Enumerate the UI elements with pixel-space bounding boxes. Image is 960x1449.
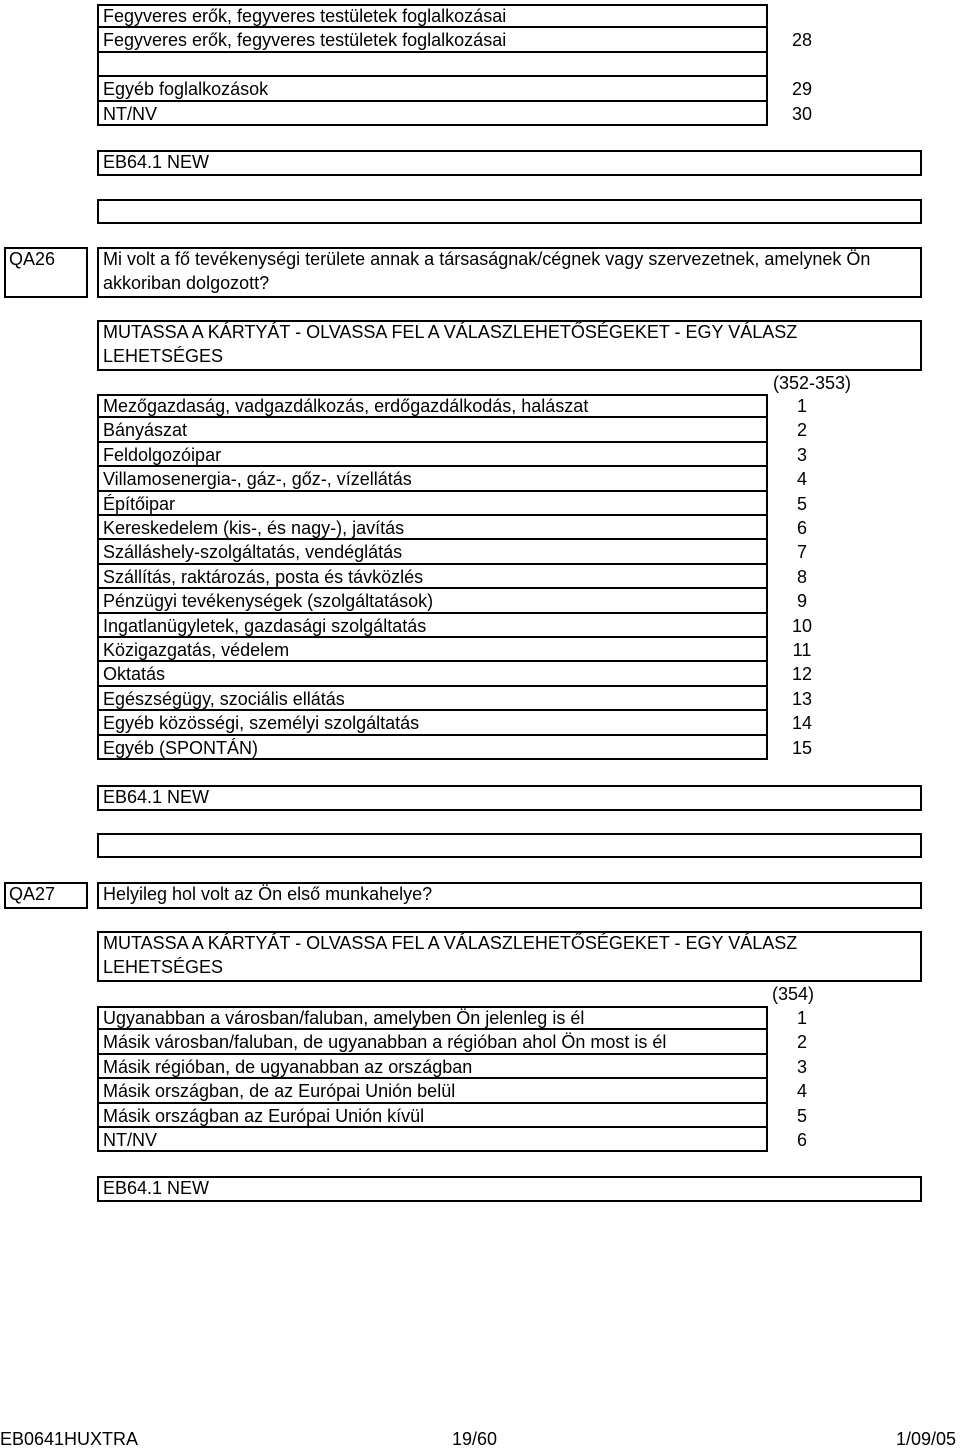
- option-label: Közigazgatás, védelem: [103, 640, 290, 660]
- question-id: QA26: [9, 249, 56, 269]
- option-code: 15: [791, 737, 813, 758]
- footer-page-number: 19/60: [452, 1429, 498, 1449]
- option-label: Ingatlanügyletek, gazdasági szolgáltatás: [103, 615, 427, 636]
- option-label: Feldolgozóipar: [103, 444, 222, 465]
- option-label: Építőipar: [103, 493, 176, 514]
- option-code: 13: [791, 688, 813, 709]
- option-code: 2: [796, 1032, 807, 1053]
- option-label: Fegyveres erők, fegyveres testületek foglalkozásai: [103, 30, 507, 51]
- option-code: 6: [796, 1130, 807, 1150]
- option-row: [97, 418, 768, 442]
- option-label: NT/NV: [103, 1130, 157, 1150]
- column-reference: (352-353): [772, 373, 852, 393]
- option-code: 7: [796, 542, 807, 563]
- option-code: 1: [796, 1008, 807, 1028]
- option-label: Egyéb közösségi, személyi szolgáltatás: [103, 713, 420, 734]
- option-label: Egészségügy, szociális ellátás: [103, 688, 345, 709]
- column-reference: (354): [771, 984, 815, 1004]
- option-code: 10: [791, 615, 813, 636]
- reference-label: EB64.1 NEW: [103, 1178, 210, 1198]
- option-code: 12: [791, 664, 813, 685]
- option-code: 2: [796, 420, 807, 441]
- option-label: Villamosenergia-, gáz-, gőz-, vízellátás: [103, 469, 412, 490]
- option-code: 14: [791, 713, 813, 734]
- empty-box: [97, 833, 922, 858]
- option-code: 11: [792, 640, 812, 660]
- top-row-5: [97, 102, 768, 126]
- option-label: Másik országban, de az Európai Unión belül: [103, 1081, 456, 1102]
- option-label: Bányászat: [103, 420, 188, 441]
- question-text: Mi volt a fő tevékenységi területe annak a társaságnak/cégnek vagy szervezetnek, amelynek Ön akkoriban dolgozott?: [103, 249, 871, 294]
- option-code: 4: [796, 469, 807, 490]
- option-label: Fegyveres erők, fegyveres testületek foglalkozásai: [103, 6, 507, 26]
- instruction-text: MUTASSA A KÁRTYÁT - OLVASSA FEL A VÁLASZLEHETŐSÉGEKET - EGY VÁLASZ LEHETSÉGES: [103, 933, 798, 978]
- option-code: 9: [796, 591, 807, 612]
- option-code: 6: [796, 518, 807, 538]
- top-row-3: [97, 53, 768, 77]
- footer-date: 1/09/05: [895, 1429, 956, 1449]
- option-code: 3: [796, 444, 807, 465]
- option-row: [97, 492, 768, 516]
- option-code: 29: [791, 79, 813, 100]
- option-label: Egyéb foglalkozások: [103, 79, 269, 100]
- option-label: Másik országban az Európai Unión kívül: [103, 1105, 425, 1126]
- option-label: Másik városban/faluban, de ugyanabban a régióban ahol Ön most is él: [103, 1032, 667, 1053]
- reference-label: EB64.1 NEW: [103, 787, 210, 807]
- option-label: Ugyanabban a városban/faluban, amelyben Ön jelenleg is él: [103, 1008, 585, 1028]
- reference-box: [97, 1176, 922, 1202]
- option-row: [97, 662, 768, 686]
- option-code: 1: [796, 396, 807, 416]
- option-code: 8: [796, 566, 807, 587]
- option-code: 3: [796, 1056, 807, 1077]
- option-label: Oktatás: [103, 664, 166, 685]
- option-label: Másik régióban, de ugyanabban az országban: [103, 1056, 473, 1077]
- option-label: Szálláshely-szolgáltatás, vendéglátás: [103, 542, 403, 563]
- option-label: Kereskedelem (kis-, és nagy-), javítás: [103, 518, 405, 538]
- option-code: 5: [796, 493, 807, 514]
- option-code: 4: [796, 1081, 807, 1102]
- reference-box: [97, 150, 922, 176]
- question-id: QA27: [9, 884, 56, 904]
- option-label: Egyéb (SPONTÁN): [103, 737, 259, 758]
- reference-box: [97, 785, 922, 811]
- empty-box: [97, 199, 922, 224]
- option-code: 28: [791, 30, 813, 51]
- option-label: Mezőgazdaság, vadgazdálkozás, erdőgazdálkodás, halászat: [103, 396, 589, 416]
- option-code: 30: [791, 103, 813, 124]
- instruction-text: MUTASSA A KÁRTYÁT - OLVASSA FEL A VÁLASZLEHETŐSÉGEKET - EGY VÁLASZ LEHETSÉGES: [103, 322, 798, 367]
- option-label: Pénzügyi tevékenységek (szolgáltatások): [103, 591, 434, 612]
- footer-doc-id: EB0641HUXTRA: [0, 1429, 139, 1449]
- option-label: NT/NV: [103, 103, 157, 124]
- reference-label: EB64.1 NEW: [103, 152, 210, 172]
- option-label: Szállítás, raktározás, posta és távközlés: [103, 566, 424, 587]
- option-row: [97, 1128, 768, 1152]
- option-code: 5: [796, 1105, 807, 1126]
- question-text: Helyileg hol volt az Ön első munkahelye?: [103, 884, 433, 904]
